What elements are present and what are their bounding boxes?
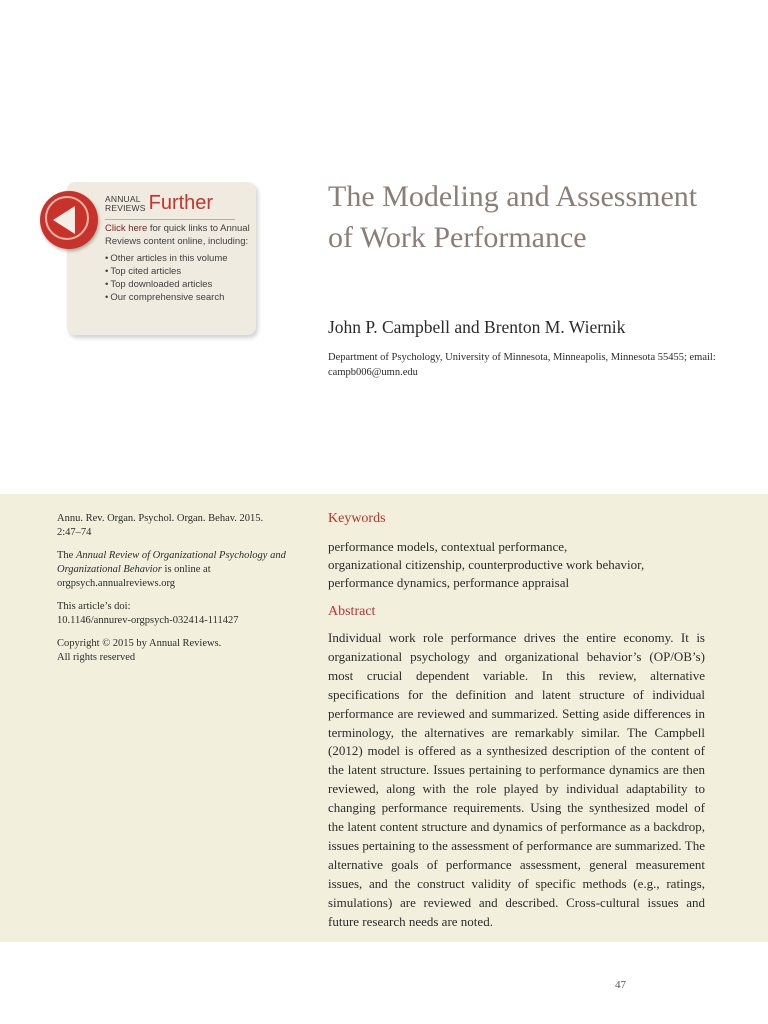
doi-label: This article’s doi:	[57, 601, 131, 612]
article-info-sidebar	[57, 512, 287, 674]
back-arrow-icon[interactable]	[40, 191, 98, 249]
citation: Annu. Rev. Organ. Psychol. Organ. Behav. 2015. 2:47–74	[57, 513, 264, 538]
abstract-heading: Abstract	[328, 604, 376, 619]
further-item-articles[interactable]: • Other articles in this volume	[105, 252, 250, 265]
doi-block	[57, 600, 287, 628]
further-body	[105, 222, 250, 304]
logo-line-1: ANNUAL	[105, 194, 141, 204]
annual-reviews-logo	[105, 195, 146, 213]
further-intro: for quick links to Annual Reviews content online, including:	[105, 223, 250, 247]
article-title: The Modeling and Assessment of Work Performance	[328, 180, 698, 254]
keywords-line: performance models, contextual performance,	[328, 539, 568, 554]
further-header	[105, 193, 213, 213]
doi-value[interactable]: 10.1146/annurev-orgpsych-032414-111427	[57, 615, 239, 626]
article-authors: John P. Campbell and Brenton M. Wiernik	[328, 317, 626, 337]
further-list	[105, 252, 250, 304]
click-here-link[interactable]: Click here	[105, 223, 148, 234]
author-affiliation: Department of Psychology, University of Minnesota, Minneapolis, Minnesota 55455; email: campb006@umn.edu	[328, 352, 716, 378]
arrow-triangle	[53, 206, 75, 234]
logo-line-2: REVIEWS	[105, 203, 146, 213]
copyright-block	[57, 637, 287, 665]
further-item-cited[interactable]: • Top cited articles	[105, 265, 250, 278]
online-note	[57, 549, 287, 591]
keywords-line: performance dynamics, performance appraisal	[328, 575, 570, 590]
keywords-list	[328, 538, 708, 592]
further-item-search[interactable]: • Our comprehensive search	[105, 291, 250, 304]
page-number: 47	[615, 979, 626, 991]
keywords-heading: Keywords	[328, 511, 386, 526]
further-divider	[105, 219, 235, 220]
further-word: Further	[148, 192, 214, 214]
further-item-downloaded[interactable]: • Top downloaded articles	[105, 278, 250, 291]
journal-name: Annual Review of Organizational Psychology and Organizational Behavior	[57, 550, 286, 575]
abstract-text: Individual work role performance drives the entire economy. It is organizational psychology and organizational behavior’s (OP/OB’s) most crucial dependent variable. In this review, alternative specifications for the definition and latent structure of individual performance are reviewed and summarized. Setting aside differences in terminology, the alternatives are remarkably similar. The Campbell (2012) model is offered as a synthesized description of the content of the latent structure. Issues pertaining to performance dynamics are then reviewed, along with the role played by individual adaptability to changing performance requirements. Using the synthesized model of the latent content structure and dynamics of performance as a backdrop, issues pertaining to the assessment of performance are summarized. The alternative goals of performance assessment, general measurement issues, and the construct validity of specific methods (e.g., ratings, simulations) are reviewed and described. Cross-cultural issues and future research needs are noted.	[328, 630, 705, 929]
keywords-line: organizational citizenship, counterproductive work behavior,	[328, 557, 645, 572]
online-suffix: is online at orgpsych.annualreviews.org	[57, 564, 211, 589]
online-prefix: The	[57, 550, 76, 561]
rights: All rights reserved	[57, 652, 136, 663]
copyright: Copyright © 2015 by Annual Reviews.	[57, 638, 222, 649]
